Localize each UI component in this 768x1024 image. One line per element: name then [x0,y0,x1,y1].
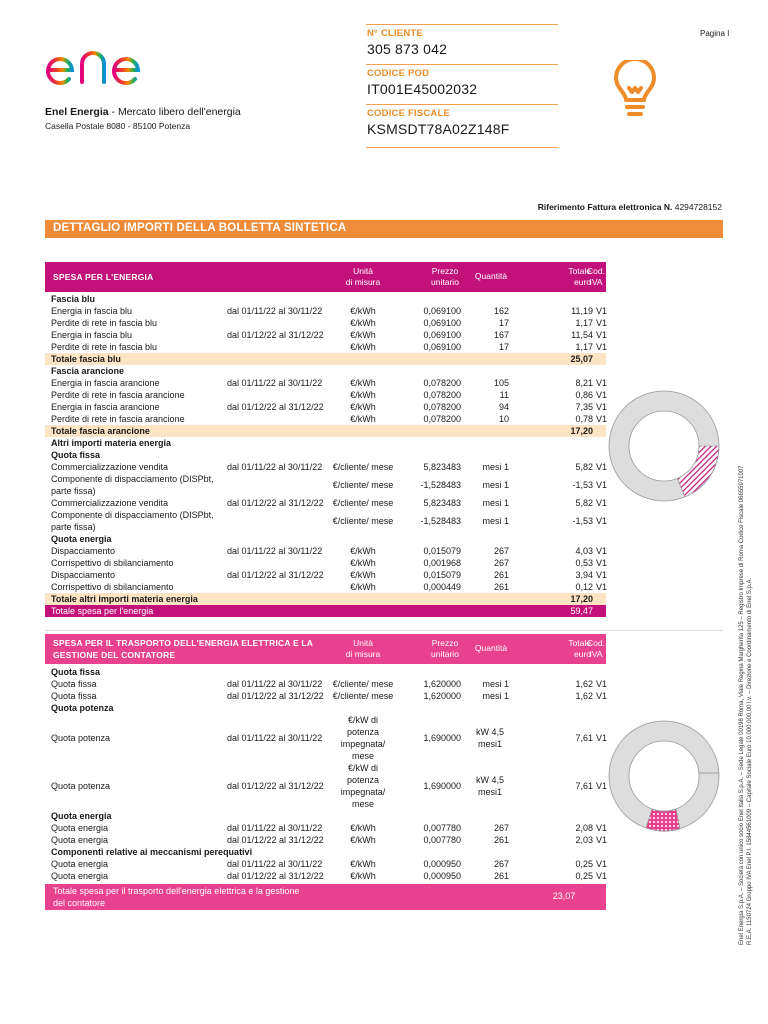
energy-cell-qty: 11 [499,390,509,400]
energy-cell-iva: V1 [596,462,608,472]
transport-cell-iva: V1 [596,733,608,743]
energy-cell-tot: 1,17 [575,342,593,352]
transport-cell-desc: Quota energia [51,811,112,821]
energy-row-group [45,365,606,377]
tax-code-block [366,104,558,148]
energy-cell-price: 0,015079 [423,570,461,580]
energy-cell-price: 0,069100 [423,306,461,316]
transport-cell-desc: Quota energia [51,871,109,881]
energy-cell-desc: Commercializzazione vendita [51,462,169,472]
energy-cell-qty: 105 [493,378,509,388]
transport-cell-unit: €/kWh [350,835,376,845]
tax-code-label: CODICE FISCALE [367,108,451,119]
transport-cell-price: 0,000950 [423,871,461,881]
col-price-line1: Prezzo [431,266,459,276]
energy-row-subtotal [45,425,606,437]
energy-cell-price: 0,069100 [423,342,461,352]
col-total-line1: Totale [568,638,591,648]
energy-cell-price: 0,015079 [423,546,461,556]
col-iva-line1: Cod. [587,266,605,276]
energy-cell-price: 0,001968 [423,558,461,568]
transport-cell-iva: V1 [596,835,608,845]
transport-total-label [53,885,299,909]
energy-cell-iva: V1 [596,480,608,490]
energy-cell-iva: V1 [596,558,608,568]
transport-cell-price: 0,007780 [423,823,461,833]
energy-row-group [45,437,606,449]
transport-cell-unit: €/kWh [350,859,376,869]
transport-cell-desc: Quota fissa [51,691,97,701]
energy-cell-desc: Perdite di rete in fascia arancione [51,414,185,424]
energy-cell-iva: V1 [596,570,608,580]
energy-row-item [45,497,606,509]
lightbulb-icon [612,60,658,122]
energy-cell-price: 0,078200 [423,402,461,412]
transport-donut-segment [646,809,680,831]
energy-cell-unit: €/kWh [350,402,376,412]
energy-cell-qty: 261 [493,570,509,580]
energy-cell-desc: Energia in fascia blu [51,306,133,316]
invoice-reference-label: Riferimento Fattura elettronica N. [537,202,673,212]
energy-cell-desc: Totale fascia arancione [51,426,150,436]
transport-cell-desc: Componenti relative ai meccanismi perequativi [51,847,253,857]
energy-cell-iva: V1 [596,330,608,340]
transport-cell-period: dal 01/12/22 al 31/12/22 [227,691,324,701]
energy-cell-period: dal 01/11/22 al 30/11/22 [227,462,323,472]
energy-cell-period: dal 01/11/22 al 30/11/22 [227,306,323,316]
energy-cell-unit: €/cliente/ mese [332,516,394,526]
energy-cell-tot: 17,20 [570,594,593,604]
energy-cell-qty: 162 [493,306,509,316]
energy-cell-desc: Commercializzazione vendita [51,498,169,508]
energy-cell-tot: 5,82 [575,498,593,508]
energy-cell-qty: 261 [493,582,509,592]
energy-row-item [45,545,606,557]
energy-row-item [45,581,606,593]
transport-cell-unit: €/cliente/ mese [332,691,394,701]
tax-code-value: KSMSDT78A02Z148F [367,121,510,137]
energy-row-item [45,377,606,389]
transport-section-header [45,634,606,664]
pod-code-block [366,64,558,104]
col-iva-line1: Cod. [587,638,605,648]
transport-cell-period: dal 01/12/22 al 31/12/22 [227,835,324,845]
energy-row-item [45,317,606,329]
transport-cell-desc: Quota fissa [51,679,97,689]
energy-cell-qty: 10 [498,414,509,424]
transport-cell-desc: Quota energia [51,835,109,845]
energy-cell-iva: V1 [596,582,608,592]
energy-cell-qty: mesi 1 [482,516,509,526]
energy-row-item [45,341,606,353]
transport-row-item [45,822,606,834]
transport-cell-qty: kW 4,5 mesi1 [475,775,504,797]
transport-cell-period: dal 01/12/22 al 31/12/22 [227,871,324,881]
energy-cell-desc: Dispacciamento [51,546,116,556]
energy-section-title: SPESA PER L'ENERGIA [53,272,154,282]
transport-title-line2: GESTIONE DEL CONTATORE [53,650,176,660]
transport-cell-desc: Quota fissa [51,667,101,677]
transport-cell-desc: Quota potenza [51,733,111,743]
section-banner: DETTAGLIO IMPORTI DELLA BOLLETTA SINTETICA [45,220,723,238]
enel-logo [44,36,194,94]
energy-cell-tot: 11,54 [571,330,593,340]
energy-cell-iva: V1 [596,342,608,352]
energy-cell-period: dal 01/12/22 al 31/12/22 [227,402,324,412]
transport-cell-qty: mesi 1 [482,679,509,689]
energy-cell-iva: V1 [596,306,608,316]
energy-cell-price: 5,823483 [423,498,461,508]
col-total-line2: euro [573,277,591,287]
energy-cell-desc: Quota fissa [51,450,101,460]
energy-row-item [45,305,606,317]
energy-cell-tot: 25,07 [570,354,593,364]
transport-cell-desc: Quota potenza [51,781,111,791]
col-iva [581,266,611,288]
transport-row-tall [45,762,606,810]
energy-cell-iva: V1 [596,378,608,388]
col-unit-line2: di misura [345,649,381,659]
energy-row-item [45,461,606,473]
col-total-line2: euro [573,649,591,659]
transport-cell-qty: 267 [493,859,509,869]
transport-cell-tot: 2,03 [575,835,593,845]
transport-cell-unit: €/kW di potenza impegnata/ mese [340,763,386,809]
energy-donut-chart [608,390,720,502]
transport-cell-iva: V1 [596,691,608,701]
energy-row-item [45,557,606,569]
transport-cell-price: 0,000950 [423,859,461,869]
energy-cell-desc: Totale fascia blu [51,354,121,364]
energy-cell-tot: -1,53 [572,480,593,490]
energy-row-item [45,329,606,341]
energy-cell-desc: Energia in fascia arancione [51,402,160,412]
transport-title-line1: SPESA PER IL TRASPORTO DELL'ENERGIA ELETTRICA E LA [53,638,314,648]
energy-cell-tot: 0,53 [575,558,593,568]
energy-cell-qty: 94 [498,402,509,412]
pod-code-label: CODICE POD [367,68,430,79]
energy-cell-period: dal 01/11/22 al 30/11/22 [227,378,323,388]
customer-number-label: N° CLIENTE [367,28,423,39]
pod-code-value: IT001E45002032 [367,81,478,97]
energy-cell-unit: €/kWh [350,330,376,340]
transport-cell-iva: V1 [596,679,608,689]
energy-cell-unit: €/kWh [350,390,376,400]
energy-row-item [45,569,606,581]
col-iva [581,638,611,660]
customer-number-value: 305 873 042 [367,41,448,57]
energy-cell-desc: Quota energia [51,534,112,544]
transport-cell-price: 0,007780 [423,835,461,845]
energy-cell-price: 0,000449 [423,582,461,592]
col-unit [331,266,395,288]
energy-cell-desc: Totale spesa per l'energia [51,606,154,616]
transport-row-item [45,678,606,690]
col-iva-line2: IVA [589,277,603,287]
transport-total-value: 23,07 [552,891,576,901]
energy-cell-tot: 5,82 [575,462,593,472]
energy-cell-desc: Energia in fascia arancione [51,378,160,388]
energy-row-multi [45,509,606,533]
energy-cell-desc: Fascia blu [51,294,96,304]
transport-cell-unit: €/cliente/ mese [332,679,394,689]
energy-cell-iva: V1 [596,546,608,556]
energy-cell-tot: 8,21 [575,378,593,388]
transport-cell-period: dal 01/11/22 al 30/11/22 [227,823,323,833]
col-total-line1: Totale [568,266,591,276]
energy-cell-tot: 3,94 [575,570,593,580]
energy-cell-unit: €/kWh [350,306,376,316]
company-info [45,105,241,133]
page-number: Pagina I [700,29,730,38]
energy-row-multi [45,473,606,497]
energy-cell-qty: mesi 1 [482,498,509,508]
transport-cell-tot: 7,61 [575,733,593,743]
transport-cell-tot: 7,61 [575,781,593,791]
energy-cell-unit: €/cliente/ mese [332,498,394,508]
transport-row-item [45,870,606,882]
energy-cell-qty: 17 [498,318,509,328]
energy-cell-desc: Corrispettivo di sbilanciamento [51,558,174,568]
energy-row-group [45,293,606,305]
energy-cell-desc: Altri importi materia energia [51,438,172,448]
transport-row-item [45,690,606,702]
energy-cell-iva: V1 [596,414,608,424]
energy-cell-tot: 0,12 [575,582,593,592]
energy-row-item [45,389,606,401]
energy-cell-period: dal 01/12/22 al 31/12/22 [227,330,324,340]
transport-cell-period: dal 01/11/22 al 30/11/22 [227,859,323,869]
energy-cell-tot: 0,86 [575,390,593,400]
transport-donut-chart [608,720,720,832]
transport-cell-tot: 1,62 [575,679,593,689]
energy-cell-unit: €/kWh [350,414,376,424]
energy-cell-tot: 17,20 [570,426,593,436]
transport-cell-price: 1,620000 [423,679,461,689]
energy-cell-price: 0,078200 [423,414,461,424]
energy-cell-unit: €/cliente/ mese [332,480,394,490]
transport-cell-price: 1,620000 [423,691,461,701]
transport-row-tall [45,714,606,762]
energy-cell-unit: €/kWh [350,342,376,352]
company-tagline: - Mercato libero dell'energia [108,106,241,118]
transport-cell-tot: 0,25 [575,871,593,881]
transport-row-item [45,834,606,846]
energy-row-group [45,449,606,461]
transport-row-group [45,702,606,714]
col-qty: Quantità [474,271,508,281]
customer-ids [366,24,558,148]
col-iva-line2: IVA [589,649,603,659]
col-unit-line1: Unità [353,638,373,648]
transport-total-label-line2: del contatore [53,898,106,908]
energy-cell-unit: €/kWh [350,582,376,592]
transport-cell-unit: €/kWh [350,871,376,881]
transport-cell-iva: V1 [596,781,608,791]
energy-cell-desc: Perdite di rete in fascia arancione [51,390,185,400]
transport-cell-tot: 2,08 [575,823,593,833]
energy-cell-price: -1,528483 [420,480,461,490]
energy-cell-unit: €/kWh [350,318,376,328]
transport-cell-unit: €/kW di potenza impegnata/ mese [340,715,386,761]
company-name: Enel Energia [45,106,109,118]
energy-cell-price: 5,823483 [423,462,461,472]
energy-row-subtotal [45,593,606,605]
energy-cell-qty: 17 [498,342,509,352]
energy-row-item [45,413,606,425]
divider [45,630,723,631]
transport-cell-period: dal 01/11/22 al 30/11/22 [227,679,323,689]
energy-cell-tot: 7,35 [575,402,593,412]
energy-section-header [45,262,606,292]
transport-cell-unit: €/kWh [350,823,376,833]
energy-cell-unit: €/kWh [350,546,376,556]
col-qty: Quantità [474,643,508,653]
energy-cell-unit: €/kWh [350,558,376,568]
energy-cell-desc: Fascia arancione [51,366,125,376]
energy-cell-price: 0,069100 [423,330,461,340]
energy-cell-period: dal 01/12/22 al 31/12/22 [227,570,324,580]
transport-row-group [45,810,606,822]
col-unit-line2: di misura [345,277,381,287]
energy-cell-qty: mesi 1 [482,480,509,490]
col-unit [331,638,395,660]
transport-cell-price: 1,690000 [423,733,461,743]
energy-cell-tot: 1,17 [575,318,593,328]
transport-total-row [45,884,606,910]
energy-cell-qty: mesi 1 [482,462,509,472]
energy-cell-tot: -1,53 [572,516,593,526]
transport-section-title [53,637,313,661]
energy-cell-unit: €/kWh [350,570,376,580]
energy-cell-iva: V1 [596,498,608,508]
transport-cell-desc: Quota energia [51,823,109,833]
energy-cell-iva: V1 [596,318,608,328]
energy-cell-desc: Componente di dispacciamento (DISPbt, parte fissa) [51,510,214,532]
transport-cell-qty: 267 [493,823,509,833]
transport-cell-tot: 1,62 [575,691,593,701]
energy-cell-desc: Energia in fascia blu [51,330,133,340]
col-price-line2: unitario [431,277,459,287]
energy-cell-qty: 267 [493,558,509,568]
energy-cell-iva: V1 [596,402,608,412]
energy-cell-tot: 0,78 [575,414,593,424]
energy-cell-price: -1,528483 [420,516,461,526]
transport-cell-period: dal 01/11/22 al 30/11/22 [227,733,323,743]
energy-cell-desc: Corrispettivo di sbilanciamento [51,582,174,592]
transport-cell-qty: 261 [493,835,509,845]
energy-cell-tot: 59,47 [570,606,593,616]
transport-cell-qty: kW 4,5 mesi1 [475,727,504,749]
legal-side-note: Enel Energia S.p.A. – Società con unico socio Enel Italia S.p.A. – Sede Legale 00198 Roma, Viale Regina Margherita 125 – Registro Imprese di Roma Codice Fiscale 06655971007 R.E.A. 1150724 Gruppo IVA Enel P.I. 15844561009 – Capitale Sociale Euro 10.000.000,00 i.v. – Direzione e Coordinamento di Enel S.p.A. [739,465,753,945]
energy-cell-desc: Perdite di rete in fascia blu [51,342,158,352]
energy-cell-price: 0,078200 [423,390,461,400]
energy-cell-desc: Perdite di rete in fascia blu [51,318,158,328]
transport-cell-iva: V1 [596,871,608,881]
energy-cell-tot: 11,19 [571,306,593,316]
energy-cell-iva: V1 [596,390,608,400]
energy-cell-period: dal 01/12/22 al 31/12/22 [227,498,324,508]
energy-cell-tot: 4,03 [575,546,593,556]
transport-cell-tot: 0,25 [575,859,593,869]
transport-cell-price: 1,690000 [423,781,461,791]
customer-number-block [366,24,558,64]
col-price-line1: Prezzo [431,638,459,648]
energy-cell-qty: 267 [493,546,509,556]
energy-cell-unit: €/kWh [350,378,376,388]
transport-row-item [45,858,606,870]
energy-cell-price: 0,078200 [423,378,461,388]
col-price-line2: unitario [431,649,459,659]
transport-cell-desc: Quota potenza [51,703,114,713]
transport-cell-iva: V1 [596,823,608,833]
invoice-reference [538,202,722,212]
energy-cell-price: 0,069100 [423,318,461,328]
transport-cell-desc: Quota energia [51,859,109,869]
energy-cell-unit: €/cliente/ mese [332,462,394,472]
transport-cell-iva: V1 [596,859,608,869]
energy-cell-iva: V1 [596,516,608,526]
energy-cell-desc: Totale altri importi materia energia [51,594,198,604]
energy-cell-period: dal 01/11/22 al 30/11/22 [227,546,323,556]
energy-row-sectot [45,605,606,617]
energy-cell-desc: Dispacciamento [51,570,116,580]
transport-cell-period: dal 01/12/22 al 31/12/22 [227,781,324,791]
energy-cell-qty: 167 [493,330,509,340]
energy-row-subtotal [45,353,606,365]
transport-row-group [45,846,606,858]
col-unit-line1: Unità [353,266,373,276]
transport-total-label-line1: Totale spesa per il trasporto dell'energia elettrica e la gestione [53,886,300,896]
transport-row-group [45,666,606,678]
energy-row-group [45,533,606,545]
invoice-reference-value: 4294728152 [674,202,722,212]
company-address: Casella Postale 8080 - 85100 Potenza [45,121,191,131]
energy-cell-desc: Componente di dispacciamento (DISPbt, parte fissa) [51,474,214,496]
energy-row-item [45,401,606,413]
transport-cell-qty: 261 [493,871,509,881]
transport-cell-qty: mesi 1 [482,691,509,701]
